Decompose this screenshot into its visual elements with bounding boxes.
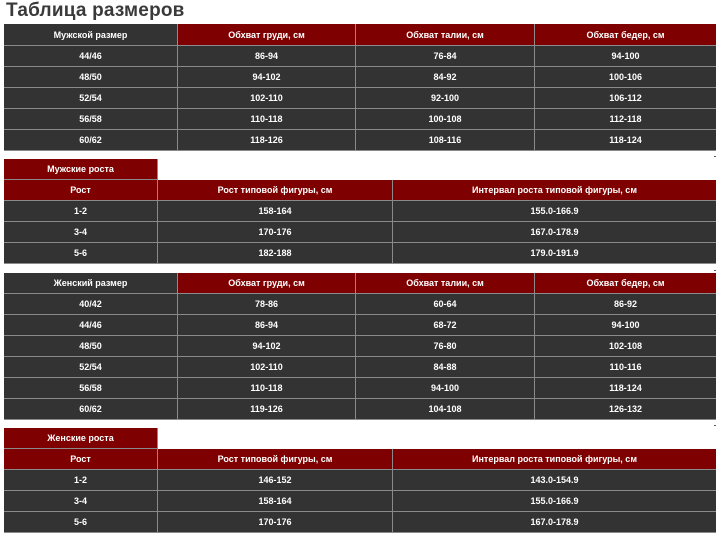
table-cell: 100-106 bbox=[535, 67, 716, 88]
table-row bbox=[4, 294, 716, 315]
table-row bbox=[4, 399, 716, 420]
women-heights-table bbox=[4, 428, 716, 533]
table-row bbox=[4, 357, 716, 378]
table-cell: 182-188 bbox=[158, 243, 393, 264]
table-cell: 86-94 bbox=[178, 315, 356, 336]
table-cell: 84-88 bbox=[356, 357, 535, 378]
table-row bbox=[4, 491, 716, 512]
header-cell: Обхват груди, см bbox=[178, 24, 356, 46]
table-header-row bbox=[4, 449, 716, 470]
table-cell: 60-64 bbox=[356, 294, 535, 315]
table-cell: 68-72 bbox=[356, 315, 535, 336]
table-cell: 167.0-178.9 bbox=[393, 222, 716, 243]
table-cell: 167.0-178.9 bbox=[393, 512, 716, 533]
table-cell: 94-100 bbox=[535, 315, 716, 336]
table-cell: 60/62 bbox=[4, 399, 178, 420]
table-cell: 102-108 bbox=[535, 336, 716, 357]
table-cell: 106-112 bbox=[535, 88, 716, 109]
table-cell: 104-108 bbox=[356, 399, 535, 420]
table-row bbox=[4, 512, 716, 533]
table-cell: 155.0-166.9 bbox=[393, 201, 716, 222]
header-cell: Обхват бедер, см bbox=[535, 273, 716, 294]
table-cell: 86-92 bbox=[535, 294, 716, 315]
table-row bbox=[4, 222, 716, 243]
men-sizes-table bbox=[4, 24, 716, 151]
table-cell: 48/50 bbox=[4, 67, 178, 88]
table-cell: 48/50 bbox=[4, 336, 178, 357]
table-header-row bbox=[4, 24, 716, 46]
table-cell: 44/46 bbox=[4, 315, 178, 336]
table-cell: 108-116 bbox=[356, 130, 535, 151]
table-cell: 170-176 bbox=[158, 512, 393, 533]
table-row bbox=[4, 315, 716, 336]
table-row bbox=[4, 130, 716, 151]
table-header-row bbox=[4, 180, 716, 201]
caption-row bbox=[4, 159, 716, 180]
table-row bbox=[4, 470, 716, 491]
table-row bbox=[4, 46, 716, 67]
table-cell: 84-92 bbox=[356, 67, 535, 88]
table-cell: 94-100 bbox=[356, 378, 535, 399]
table-row bbox=[4, 88, 716, 109]
men-heights-table bbox=[4, 159, 716, 264]
table-cell: 118-126 bbox=[178, 130, 356, 151]
header-cell: Интервал роста типовой фигуры, см bbox=[393, 180, 716, 201]
table-cell: 94-102 bbox=[178, 67, 356, 88]
table-cell: 56/58 bbox=[4, 109, 178, 130]
header-cell: Рост типовой фигуры, см bbox=[158, 449, 393, 470]
table-cell: 76-84 bbox=[356, 46, 535, 67]
table-cell: 143.0-154.9 bbox=[393, 470, 716, 491]
table-row bbox=[4, 336, 716, 357]
table-cell: 158-164 bbox=[158, 491, 393, 512]
header-cell: Интервал роста типовой фигуры, см bbox=[393, 449, 716, 470]
table-header-row bbox=[4, 273, 716, 294]
header-cell: Обхват талии, см bbox=[356, 273, 535, 294]
header-cell: Обхват груди, см bbox=[178, 273, 356, 294]
table-cell: 92-100 bbox=[356, 88, 535, 109]
table-cell: 5-6 bbox=[4, 512, 158, 533]
table-row bbox=[4, 243, 716, 264]
table-cell: 52/54 bbox=[4, 357, 178, 378]
header-cell: Обхват талии, см bbox=[356, 24, 535, 46]
table-cell: 76-80 bbox=[356, 336, 535, 357]
table-cell: 118-124 bbox=[535, 378, 716, 399]
table-cell: 110-118 bbox=[178, 378, 356, 399]
table-caption: Женские роста bbox=[4, 428, 158, 449]
header-cell: Рост bbox=[4, 449, 158, 470]
header-cell: Рост bbox=[4, 180, 158, 201]
table-row bbox=[4, 67, 716, 88]
table-cell: 86-94 bbox=[178, 46, 356, 67]
table-row bbox=[4, 378, 716, 399]
table-caption: Мужские роста bbox=[4, 159, 158, 180]
table-cell: 118-124 bbox=[535, 130, 716, 151]
edge-mark bbox=[714, 270, 716, 271]
table-cell: 3-4 bbox=[4, 491, 158, 512]
table-cell: 5-6 bbox=[4, 243, 158, 264]
table-cell: 1-2 bbox=[4, 470, 158, 491]
page-title: Таблица размеров bbox=[6, 0, 185, 21]
table-cell: 52/54 bbox=[4, 88, 178, 109]
table-cell: 56/58 bbox=[4, 378, 178, 399]
table-cell: 179.0-191.9 bbox=[393, 243, 716, 264]
table-cell: 126-132 bbox=[535, 399, 716, 420]
caption-spacer bbox=[158, 428, 716, 449]
table-cell: 112-118 bbox=[535, 109, 716, 130]
table-cell: 44/46 bbox=[4, 46, 178, 67]
table-cell: 102-110 bbox=[178, 357, 356, 378]
header-cell: Женский размер bbox=[4, 273, 178, 294]
table-cell: 158-164 bbox=[158, 201, 393, 222]
table-cell: 3-4 bbox=[4, 222, 158, 243]
header-cell: Обхват бедер, см bbox=[535, 24, 716, 46]
table-cell: 155.0-166.9 bbox=[393, 491, 716, 512]
table-cell: 78-86 bbox=[178, 294, 356, 315]
table-row bbox=[4, 109, 716, 130]
edge-mark bbox=[714, 156, 716, 157]
caption-row bbox=[4, 428, 716, 449]
edge-mark bbox=[714, 425, 716, 426]
table-cell: 1-2 bbox=[4, 201, 158, 222]
table-cell: 110-118 bbox=[178, 109, 356, 130]
table-cell: 40/42 bbox=[4, 294, 178, 315]
table-cell: 102-110 bbox=[178, 88, 356, 109]
header-cell: Рост типовой фигуры, см bbox=[158, 180, 393, 201]
table-cell: 146-152 bbox=[158, 470, 393, 491]
table-cell: 170-176 bbox=[158, 222, 393, 243]
table-cell: 119-126 bbox=[178, 399, 356, 420]
table-row bbox=[4, 201, 716, 222]
caption-spacer bbox=[158, 159, 716, 180]
table-cell: 94-102 bbox=[178, 336, 356, 357]
table-cell: 110-116 bbox=[535, 357, 716, 378]
table-cell: 60/62 bbox=[4, 130, 178, 151]
header-cell: Мужской размер bbox=[4, 24, 178, 46]
table-cell: 94-100 bbox=[535, 46, 716, 67]
table-cell: 100-108 bbox=[356, 109, 535, 130]
women-sizes-table bbox=[4, 273, 716, 420]
